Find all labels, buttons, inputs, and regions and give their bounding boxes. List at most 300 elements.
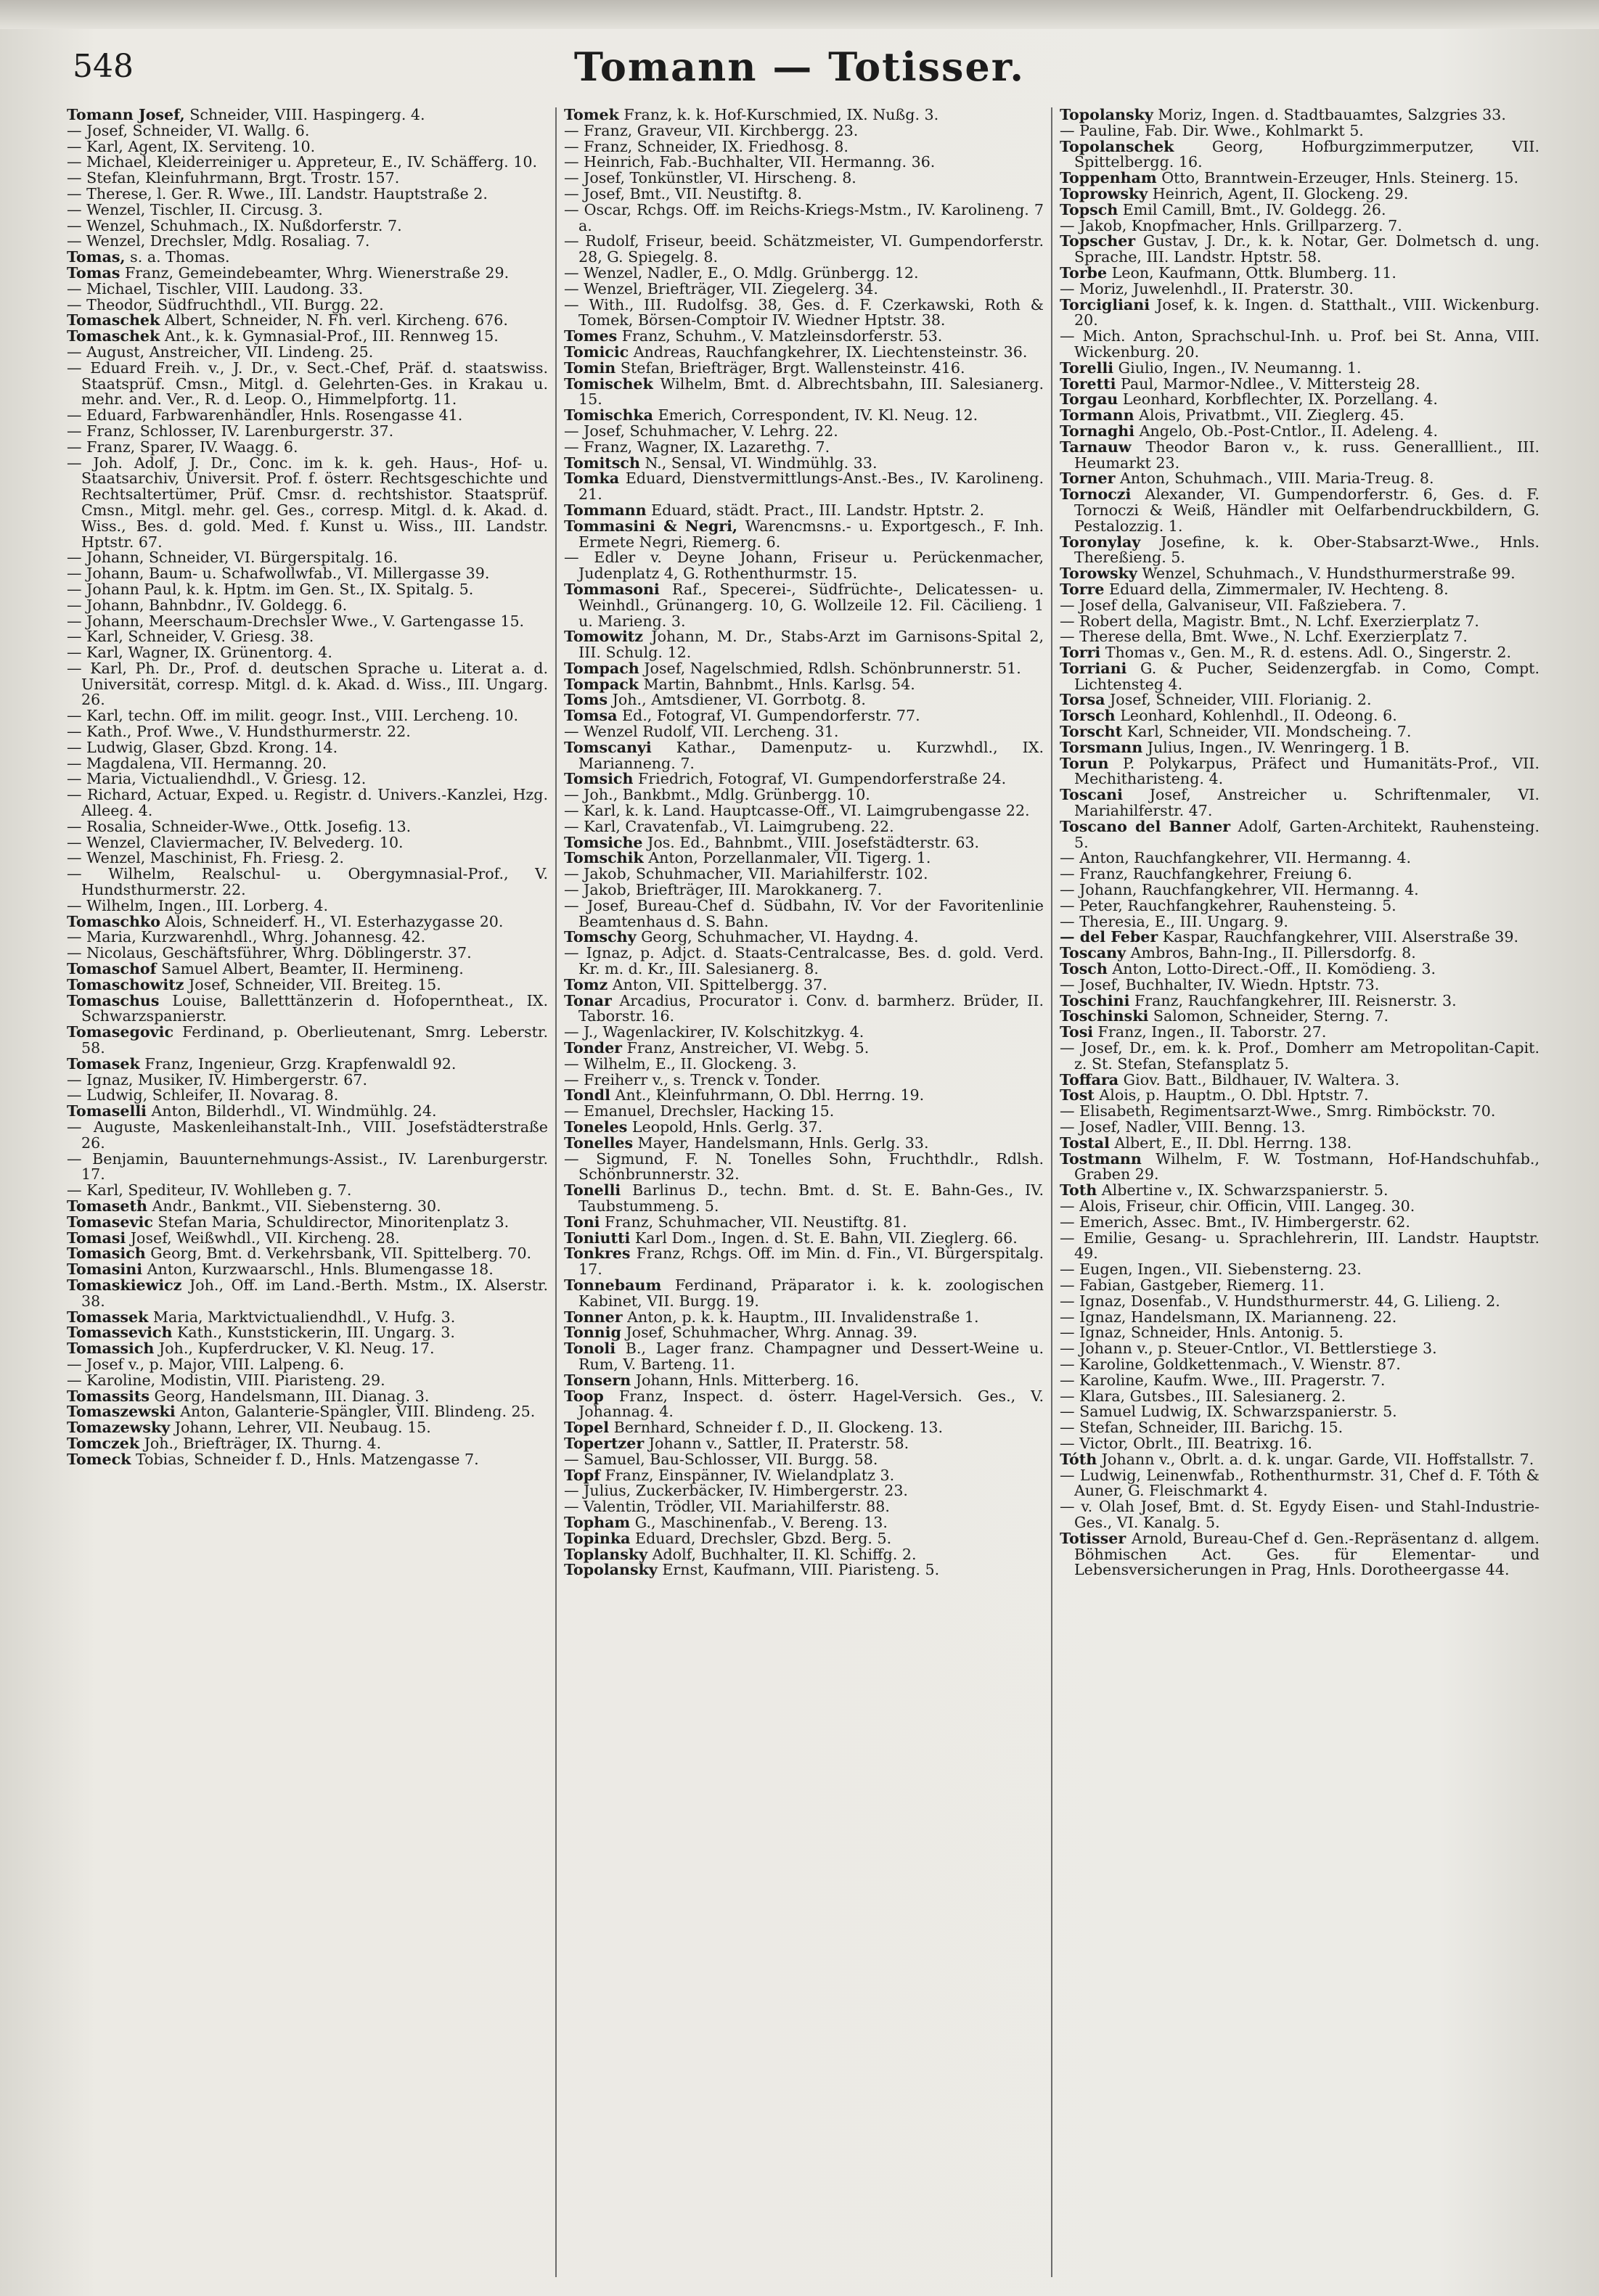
directory-entry (1060, 566, 1539, 582)
entry-surname: Toffara (1060, 1070, 1119, 1088)
entry-details: s. a. Thomas. (125, 248, 230, 266)
entry-surname: Topham (564, 1513, 631, 1531)
directory-entry (564, 787, 1044, 803)
directory-entry (564, 582, 1044, 629)
entry-details: G. & Pucher, Seidenzergfab. in Como, Compt. Lichtensteg 4. (1074, 659, 1539, 693)
entry-details: Georg, Handelsmann, III. Dianag. 3. (149, 1387, 430, 1405)
directory-entry (1060, 218, 1539, 234)
entry-details: — Josef, Dr., em. k. k. Prof., Domherr am Metropolitan-Capit. z. St. Stefan, Stefansplatz 5. (1060, 1039, 1539, 1073)
entry-details: — Eugen, Ingen., VII. Siebensterng. 23. (1060, 1260, 1362, 1279)
directory-entry (1060, 171, 1539, 186)
directory-entry (67, 440, 548, 456)
entry-details: — Ignaz, Dosenfab., V. Hundsthurmerstr. 44, G. Lilieng. 2. (1060, 1292, 1500, 1310)
directory-entry (564, 424, 1044, 440)
directory-entry (564, 202, 1044, 234)
directory-entry (1060, 1088, 1539, 1104)
entry-surname: Tomassek (67, 1308, 149, 1326)
entry-details: Louise, Balletttänzerin d. Hofoperntheat., IX. Schwarzspanierstr. (81, 991, 548, 1025)
entry-surname: Tonoli (564, 1340, 616, 1358)
directory-entry (564, 1133, 1044, 1152)
entry-details: — Johann Paul, k. k. Hptm. im Gen. St., IX. Spitalg. 5. (67, 580, 474, 598)
entry-details: — Nicolaus, Geschäftsführer, Whrg. Döblingerstr. 37. (67, 944, 472, 962)
entry-details: Eduard, städt. Pract., III. Landstr. Hptstr. 2. (646, 501, 985, 519)
directory-entry (1060, 930, 1539, 946)
entry-details: Albert, Schneider, N. Fh. verl. Kircheng. 676. (160, 311, 508, 329)
directory-entry (564, 456, 1044, 472)
entry-surname: Tost (1060, 1086, 1095, 1104)
directory-entry (564, 1054, 1044, 1073)
entry-surname: Toschini (1060, 991, 1130, 1009)
entry-details: — Elisabeth, Regimentsarzt-Wwe., Smrg. Rimböckstr. 70. (1060, 1102, 1496, 1120)
directory-entry (67, 724, 548, 740)
directory-entry (564, 1278, 1044, 1310)
entry-details: Angelo, Ob.-Post-Cntlor., II. Adeleng. 4. (1134, 422, 1439, 440)
entry-surname: Toneles (564, 1118, 628, 1136)
directory-entry (1060, 279, 1539, 298)
entry-details: — Mich. Anton, Sprachschul-Inh. u. Prof. bei St. Anna, VIII. Wickenburg. 20. (1060, 327, 1539, 361)
entry-details: Ferdinand, Präparator i. k. k. zoologischen Kabinet, VII. Burgg. 19. (578, 1276, 1044, 1310)
directory-entry (1060, 1468, 1539, 1500)
directory-entry (564, 1436, 1044, 1452)
entry-details: — Ignaz, Handelsmann, IX. Marianneng. 22. (1060, 1308, 1397, 1326)
entry-surname: Torun (1060, 754, 1109, 772)
entry-surname: Toplansky (564, 1545, 648, 1563)
entry-surname: Topolansky (1060, 107, 1153, 123)
directory-entry (1060, 392, 1539, 408)
directory-entry (67, 898, 548, 914)
entry-details: — Valentin, Trödler, VII. Mariahilferstr. 88. (564, 1498, 890, 1516)
entry-details: — Klara, Gutsbes., III. Salesianerg. 2. (1060, 1387, 1346, 1405)
directory-entry (1060, 787, 1539, 819)
directory-entry (564, 677, 1044, 693)
entry-surname: Toth (1060, 1181, 1097, 1200)
directory-entry (1060, 1009, 1539, 1025)
entry-details: Franz, Schuhmacher, VII. Neustiftg. 81. (600, 1213, 907, 1231)
directory-entry (67, 250, 548, 266)
entry-details: — Wilhelm, Ingen., III. Lorberg. 4. (67, 896, 328, 914)
entry-details: Friedrich, Fotograf, VI. Gumpendorferstraße 24. (633, 770, 1007, 788)
directory-entry (67, 279, 548, 298)
entry-surname: Tomka (564, 470, 620, 488)
directory-entry (1060, 819, 1539, 851)
entry-details: — Maria, Kurzwarenhdl., Whrg. Johannesg. 42. (67, 928, 426, 946)
directory-columns (60, 107, 1547, 2277)
directory-entry (564, 1562, 1044, 1578)
entry-details: — Franz, Schneider, IX. Friedhosg. 8. (564, 137, 848, 155)
directory-entry (1060, 645, 1539, 661)
directory-entry (1060, 1325, 1539, 1341)
directory-entry (564, 1515, 1044, 1531)
entry-surname: Topf (564, 1466, 600, 1484)
entry-surname: Tarnauw (1060, 438, 1132, 456)
directory-entry (1060, 1070, 1539, 1088)
entry-details: Andreas, Rauchfangkehrer, IX. Liechtensteinstr. 36. (629, 343, 1028, 361)
entry-surname: Tomasini (67, 1260, 143, 1279)
entry-details: Moriz, Ingen. d. Stadtbauamtes, Salzgries 33. (1153, 107, 1506, 123)
entry-details: — Josef, Tonkünstler, VI. Hirscheng. 8. (564, 169, 856, 187)
entry-surname: Topel (564, 1419, 610, 1437)
directory-entry (564, 139, 1044, 155)
entry-details: — Franz, Sparer, IV. Waagg. 6. (67, 438, 298, 456)
entry-details: Josef, Weißwhdl., VII. Kircheng. 28. (126, 1229, 400, 1247)
entry-details: — Wilhelm, E., II. Glockeng. 3. (564, 1054, 797, 1073)
directory-entry (564, 1389, 1044, 1421)
entry-details: Anton, Schuhmach., VIII. Maria-Treug. 8. (1115, 470, 1434, 488)
entry-details: — Freiherr v., s. Trenck v. Tonder. (564, 1070, 821, 1088)
entry-details: — Pauline, Fab. Dir. Wwe., Kohlmarkt 5. (1060, 121, 1364, 139)
directory-entry (67, 740, 548, 756)
directory-entry (1060, 1133, 1539, 1152)
entry-details: — Theodor, Südfruchthdl., VII. Burgg. 22. (67, 295, 384, 313)
entry-details: Leonhard, Korbflechter, IX. Porzellang. 4. (1118, 390, 1438, 409)
entry-details: Joh., Briefträger, IX. Thurng. 4. (139, 1434, 382, 1452)
directory-entry (67, 456, 548, 551)
entry-details: Kathar., Damenputz- u. Kurzwhdl., IX. Marianneng. 7. (578, 738, 1044, 772)
directory-entry (1060, 1041, 1539, 1073)
entry-surname: Torgau (1060, 390, 1119, 409)
entry-details: Franz, Anstreicher, VI. Webg. 5. (622, 1039, 870, 1057)
directory-entry (564, 123, 1044, 139)
entry-details: — Wenzel, Schuhmach., IX. Nußdorferstr. 7. (67, 216, 402, 234)
entry-details: — Wenzel Rudolf, VII. Lercheng. 31. (564, 723, 839, 741)
directory-entry (67, 107, 548, 123)
directory-entry (564, 1468, 1044, 1484)
entry-surname: Tostmann (1060, 1149, 1142, 1168)
entry-surname: Toscano del Banner (1060, 817, 1231, 835)
entry-surname: Tomazewsky (67, 1419, 171, 1437)
entry-details: — Kath., Prof. Wwe., V. Hundsthurmerstr. 22. (67, 723, 411, 741)
entry-details: Franz, Inspect. d. österr. Hagel-Versich. Ges., V. Johannag. 4. (578, 1387, 1044, 1421)
entry-details: Wilhelm, F. W. Tostmann, Hof-Handschuhfab., Graben 29. (1074, 1149, 1539, 1184)
directory-entry (67, 1420, 548, 1436)
entry-surname: Tonsern (564, 1371, 631, 1389)
entry-details: — Rosalia, Schneider-Wwe., Ottk. Josefig. 13. (67, 817, 412, 835)
directory-entry (67, 329, 548, 345)
entry-surname: Torsch (1060, 707, 1116, 725)
directory-entry (67, 550, 548, 566)
entry-details: Johann v., Sattler, II. Praterstr. 58. (644, 1434, 909, 1452)
entry-surname: Tomaschus (67, 991, 160, 1009)
entry-surname: Toprowsky (1060, 184, 1148, 202)
entry-surname: Tomasegovic (67, 1023, 173, 1041)
entry-surname: Tonkres (564, 1245, 631, 1263)
entry-surname: Tompack (564, 675, 639, 693)
entry-surname: Toscany (1060, 944, 1126, 962)
directory-entry (564, 519, 1044, 551)
directory-entry (67, 598, 548, 614)
entry-details: — Emilie, Gesang- u. Sprachlehrerin, III. Landstr. Hauptstr. 49. (1060, 1229, 1539, 1263)
entry-details: — Wenzel, Tischler, II. Circusg. 3. (67, 200, 323, 218)
entry-details: — Therese della, Bmt. Wwe., N. Lchf. Exerzierplatz 7. (1060, 628, 1468, 646)
entry-details: — Sigmund, F. N. Tonelles Sohn, Fruchthdlr., Rdlsh. Schönbrunnerstr. 32. (564, 1149, 1044, 1184)
directory-entry (1060, 202, 1539, 218)
directory-entry (564, 771, 1044, 787)
entry-surname: Tomaschek (67, 327, 160, 345)
directory-entry (1060, 1436, 1539, 1452)
directory-entry (67, 1436, 548, 1452)
directory-entry (67, 123, 548, 139)
entry-surname: Toronylay (1060, 533, 1141, 551)
entry-surname: Tomicic (564, 343, 629, 361)
directory-entry (1060, 850, 1539, 866)
directory-entry (1060, 295, 1539, 329)
entry-details: — Emanuel, Drechsler, Hacking 15. (564, 1102, 835, 1120)
entry-surname: Topolanschek (1060, 137, 1174, 155)
directory-entry (1060, 598, 1539, 614)
entry-surname: Tomassich (67, 1340, 155, 1358)
entry-details: Giov. Batt., Bildhauer, IV. Waltera. 3. (1119, 1070, 1400, 1088)
directory-entry (67, 186, 548, 202)
directory-entry (67, 1199, 548, 1215)
directory-entry (564, 819, 1044, 835)
entry-details: Johann, Hnls. Mitterberg. 16. (631, 1371, 859, 1389)
entry-details: — Karl, Wagner, IX. Grünentorg. 4. (67, 644, 332, 662)
entry-details: N., Sensal, VI. Windmühlg. 33. (639, 454, 878, 472)
entry-surname: Tomschik (564, 849, 644, 867)
directory-entry (564, 661, 1044, 677)
entry-surname: Tomann Josef, (67, 107, 185, 123)
entry-surname: Tonder (564, 1039, 623, 1057)
entry-details: — Josef della, Galvaniseur, VII. Faßziebera. 7. (1060, 596, 1407, 614)
column-1 (60, 107, 555, 2277)
entry-details: — Franz, Wagner, IX. Lazarethg. 7. (564, 438, 830, 456)
entry-details: Josef, k. k. Ingen. d. Statthalt., VIII. Wickenburg. 20. (1074, 295, 1539, 329)
directory-entry (67, 202, 548, 218)
entry-details: Leon, Kaufmann, Ottk. Blumberg. 11. (1107, 263, 1396, 282)
directory-entry (564, 1149, 1044, 1184)
directory-entry (67, 661, 548, 708)
directory-entry (564, 946, 1044, 977)
directory-entry (67, 234, 548, 250)
entry-details: Karl, Schneider, VII. Mondscheing. 7. (1122, 723, 1412, 741)
entry-details: Arnold, Bureau-Chef d. Gen.-Repräsentanz d. allgem. Böhmischen Act. Ges. für Elementar- und Lebensversicherungen in Prag, Hnls. Dorotheergasse 44. (1074, 1529, 1539, 1579)
entry-details: — Moriz, Juwelenhdl., II. Praterstr. 30. (1060, 279, 1354, 298)
directory-entry (564, 155, 1044, 171)
directory-entry (564, 107, 1044, 123)
entry-details: P. Polykarpus, Präfect und Humanitäts-Prof., VII. Mechitharisteng. 4. (1074, 754, 1539, 788)
directory-entry (67, 614, 548, 630)
directory-entry (67, 993, 548, 1025)
directory-entry (564, 1373, 1044, 1389)
directory-entry (67, 1389, 548, 1405)
directory-entry (1060, 977, 1539, 993)
entry-details: Joh., Kupferdrucker, V. Kl. Neug. 17. (154, 1340, 435, 1358)
directory-entry (67, 424, 548, 440)
entry-details: — Karoline, Kaufm. Wwe., III. Pragerstr. 7. (1060, 1371, 1386, 1389)
entry-details: — Ignaz, p. Adjct. d. Staats-Centralcasse, Bes. d. gold. Verd. Kr. m. d. Kr., III. Salesianerg. 8. (564, 944, 1044, 978)
entry-surname: Toschinski (1060, 1007, 1149, 1025)
entry-surname: Torscht (1060, 723, 1123, 741)
entry-details: — Josef, Schuhmacher, V. Lehrg. 22. (564, 422, 838, 440)
directory-entry (1060, 408, 1539, 424)
directory-entry (1060, 962, 1539, 977)
entry-surname: Topolansky (564, 1561, 658, 1579)
directory-entry (1060, 329, 1539, 361)
directory-entry (564, 263, 1044, 282)
entry-details: — Jakob, Briefträger, III. Marokkanerg. 7. (564, 881, 883, 899)
entry-surname: Tommasoni (564, 580, 660, 598)
entry-surname: Torowsky (1060, 565, 1137, 583)
entry-surname: Tonnig (564, 1324, 621, 1342)
entry-surname: Topertzer (564, 1434, 645, 1452)
entry-details: — Joh., Bankbmt., Mdlg. Grünbergg. 10. (564, 786, 870, 804)
entry-details: — Fabian, Gastgeber, Riemerg. 11. (1060, 1276, 1325, 1294)
directory-entry (1060, 374, 1539, 393)
entry-surname: Tomas (67, 263, 120, 282)
directory-entry (1060, 1120, 1539, 1136)
directory-entry (67, 295, 548, 313)
directory-entry (564, 740, 1044, 772)
entry-details: B., Lager franz. Champagner und Dessert-Weine u. Rum, V. Barteng. 11. (578, 1340, 1044, 1373)
entry-details: Raf., Specerei-, Südfrüchte-, Delicatessen- u. Weinhdl., Grünangerg. 10, G. Wollzeile 12. Fil. Cäcilieng. 1 u. Marieng. 3. (578, 580, 1044, 630)
entry-surname: Tomin (564, 358, 616, 377)
entry-surname: Tomaskiewicz (67, 1276, 182, 1294)
entry-surname: Tostal (1060, 1133, 1110, 1152)
entry-details: Barlinus D., techn. Bmt. d. St. E. Bahn-Ges., IV. Taubstummeng. 5. (578, 1181, 1044, 1215)
entry-details: Andr., Bankmt., VII. Siebensterng. 30. (147, 1197, 441, 1215)
entry-surname: Tomitsch (564, 454, 640, 472)
directory-entry (67, 946, 548, 962)
entry-surname: Tomowitz (564, 628, 643, 646)
entry-surname: Tormann (1060, 406, 1134, 425)
entry-surname: Toppenham (1060, 169, 1157, 187)
entry-details: Heinrich, Agent, II. Glockeng. 29. (1148, 184, 1409, 202)
entry-surname: Tomsa (564, 707, 618, 725)
entry-surname: Torsa (1060, 691, 1105, 709)
entry-details: Wenzel, Schuhmach., V. Hundsthurmerstraße 99. (1137, 565, 1516, 583)
directory-entry (67, 645, 548, 661)
directory-entry (564, 345, 1044, 361)
entry-surname: Tosch (1060, 960, 1108, 978)
entry-details: — Maria, Victualiendhdl., V. Griesg. 12. (67, 770, 367, 788)
directory-entry (67, 1404, 548, 1420)
directory-entry (67, 1025, 548, 1057)
directory-entry (564, 1104, 1044, 1120)
directory-entry (67, 263, 548, 282)
directory-entry (1060, 614, 1539, 630)
directory-entry (1060, 1215, 1539, 1231)
directory-entry (67, 1054, 548, 1073)
directory-entry (67, 930, 548, 946)
entry-surname: Tondl (564, 1086, 610, 1104)
entry-details: Otto, Branntwein-Erzeuger, Hnls. Steinerg. 15. (1156, 169, 1519, 187)
entry-details: — Eduard Freih. v., J. Dr., v. Sect.-Chef, Präf. d. staatswiss. Staatsprüf. Cmsn., Mitgl. d. Gelehrten-Ges. in Krakau u. mehr. and. Ver., R. d. Leop. O., Himmelpfortg. 11. (67, 358, 548, 409)
entry-details: — Stefan, Schneider, III. Barichg. 15. (1060, 1419, 1344, 1437)
entry-details: Mayer, Handelsmann, Hnls. Gerlg. 33. (633, 1133, 929, 1152)
entry-details: Thomas v., Gen. M., R. d. estens. Adl. O., Singerstr. 2. (1100, 644, 1512, 662)
directory-entry (1060, 756, 1539, 788)
entry-surname: Tosi (1060, 1023, 1094, 1041)
directory-entry (564, 1341, 1044, 1373)
entry-surname: Tomaseth (67, 1197, 148, 1215)
directory-entry (1060, 629, 1539, 645)
entry-details: — Franz, Rauchfangkehrer, Freiung 6. (1060, 865, 1352, 883)
entry-details: Josefine, k. k. Ober-Stabsarzt-Wwe., Hnls. Thereßieng. 5. (1074, 533, 1539, 567)
directory-entry (1060, 1420, 1539, 1436)
entry-surname: Tomasek (67, 1054, 140, 1073)
directory-entry (67, 1262, 548, 1278)
directory-entry (564, 1120, 1044, 1136)
entry-details: Franz, Ingenieur, Grzg. Krapfenwaldl 92. (139, 1054, 457, 1073)
entry-details: Adolf, Buchhalter, II. Kl. Schiffg. 2. (647, 1545, 917, 1563)
entry-surname: Tornoczi (1060, 485, 1132, 504)
entry-surname: Tomeck (67, 1450, 131, 1468)
entry-details: Franz, k. k. Hof-Kurschmied, IX. Nußg. 3. (618, 107, 939, 123)
directory-entry (67, 1341, 548, 1357)
directory-entry (1060, 993, 1539, 1009)
entry-details: Maria, Marktvictualiendhdl., V. Hufg. 3. (148, 1308, 456, 1326)
entry-details: Julius, Ingen., IV. Wenringerg. 1 B. (1142, 738, 1410, 756)
directory-entry (67, 345, 548, 361)
directory-entry (564, 866, 1044, 882)
entry-details: Albertine v., IX. Schwarzspanierstr. 5. (1097, 1181, 1389, 1200)
entry-surname: Tomsich (564, 770, 634, 788)
directory-entry (1060, 1294, 1539, 1310)
entry-details: Josef, Schneider, VII. Breiteg. 15. (184, 975, 441, 993)
entry-details: — Karl, techn. Off. im milit. geogr. Inst., VIII. Lercheng. 10. (67, 707, 518, 725)
entry-details: — Heinrich, Fab.-Buchhalter, VII. Hermanng. 36. (564, 153, 936, 171)
entry-details: — Therese, l. Ger. R. Wwe., III. Landstr. Hauptstraße 2. (67, 184, 488, 202)
entry-surname: Tomz (564, 975, 608, 993)
entry-surname: Tomas, (67, 248, 126, 266)
entry-surname: Tomasi (67, 1229, 126, 1247)
directory-entry (67, 218, 548, 234)
entry-details: — Karoline, Modistin, VIII. Piaristeng. 29. (67, 1371, 385, 1389)
entry-details: Martin, Bahnbmt., Hnls. Karlsg. 54. (639, 675, 915, 693)
entry-surname: Torner (1060, 470, 1116, 488)
entry-details: Bernhard, Schneider f. D., II. Glockeng. 13. (609, 1419, 944, 1437)
entry-details: Ambros, Bahn-Ing., II. Pillersdorfg. 8. (1126, 944, 1416, 962)
directory-entry (1060, 535, 1539, 567)
directory-entry (564, 993, 1044, 1025)
entry-details: Gustav, J. Dr., k. k. Notar, Ger. Dolmetsch d. ung. Sprache, III. Landstr. Hptstr. 58. (1074, 232, 1539, 266)
entry-details: Giulio, Ingen., IV. Neumanng. 1. (1113, 358, 1362, 377)
entry-details: — Josef, Buchhalter, IV. Wiedn. Hptstr. 73. (1060, 975, 1380, 993)
entry-details: Eduard, Drechsler, Gbzd. Berg. 5. (630, 1529, 892, 1547)
directory-entry (67, 1373, 548, 1389)
entry-surname: Tonnebaum (564, 1276, 662, 1294)
entry-details: Warencmsns.- u. Exportgesch., F. Inh. Ermete Negri, Riemerg. 6. (578, 517, 1044, 551)
entry-details: — Ignaz, Musiker, IV. Himbergerstr. 67. (67, 1070, 368, 1088)
directory-entry (564, 1420, 1044, 1436)
directory-entry (564, 329, 1044, 345)
directory-entry (1060, 1149, 1539, 1184)
entry-details: — Theresia, E., III. Ungarg. 9. (1060, 912, 1288, 930)
entry-details: — Michael, Tischler, VIII. Laudong. 33. (67, 279, 364, 298)
directory-entry (1060, 740, 1539, 756)
entry-surname: Toop (564, 1387, 604, 1405)
entry-details: Ant., Kleinfuhrmann, O. Dbl. Herrng. 19. (610, 1086, 925, 1104)
entry-surname: Tomassevich (67, 1324, 173, 1342)
entry-details: — Eduard, Farbwarenhändler, Hnls. Rosengasse 41. (67, 406, 463, 425)
entry-details: — Ludwig, Leinenwfab., Rothenthurmstr. 31, Chef d. F. Tóth & Auner, G. Fleischmarkt 4. (1060, 1466, 1539, 1500)
entry-details: — Stefan, Kleinfuhrmann, Brgt. Trostr. 157. (67, 169, 400, 187)
directory-entry (564, 1088, 1044, 1104)
entry-details: — Karl, k. k. Land. Hauptcasse-Off., VI. Laimgrubengasse 22. (564, 802, 1030, 820)
entry-details: — Karl, Ph. Dr., Prof. d. deutschen Sprache u. Literat a. d. Universität, corresp. Mitgl. d. k. Akad. d. Wiss., III. Ungarg. 26. (67, 659, 548, 709)
entry-surname: Tomaschko (67, 912, 160, 930)
directory-entry (564, 835, 1044, 851)
entry-details: — Benjamin, Bauunternehmungs-Assist., IV. Larenburgerstr. 17. (67, 1149, 548, 1184)
directory-entry (1060, 1531, 1539, 1578)
directory-entry (564, 1325, 1044, 1341)
directory-entry (67, 914, 548, 930)
entry-details: Georg, Hofburgzimmerputzer, VII. Spittelbergg. 16. (1074, 137, 1539, 171)
directory-entry (1060, 123, 1539, 139)
entry-details: — J., Wagenlackirer, IV. Kolschitzkyg. 4. (564, 1023, 864, 1041)
directory-entry (564, 408, 1044, 424)
directory-entry (564, 374, 1044, 409)
